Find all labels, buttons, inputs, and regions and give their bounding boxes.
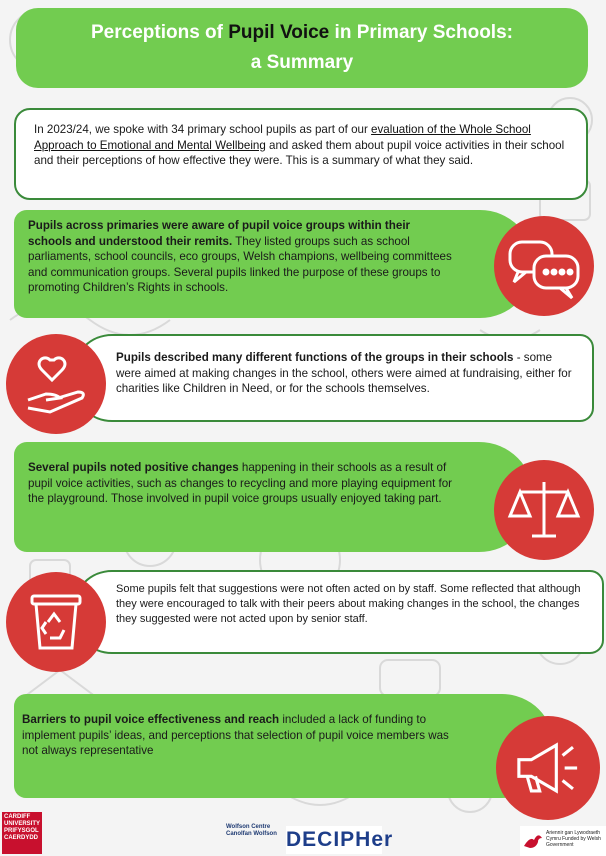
section-2-bold: Pupils described many different functions of the groups in their schools [116, 351, 514, 364]
section-positive-changes [14, 442, 534, 552]
wolfson-centre-logo [226, 824, 284, 838]
section-awareness [14, 210, 534, 318]
decipher-logo [286, 826, 394, 854]
welsh-government-logo [520, 826, 606, 856]
section-5-bold: Barriers to pupil voice effectiveness and reach [22, 713, 280, 726]
hand-heart-icon [6, 334, 106, 434]
section-functions [72, 334, 594, 422]
title-banner [16, 8, 588, 88]
gov-logo-text: Ariennir gan Lywodraeth Cymru Funded by Welsh Government [546, 830, 601, 848]
cardiff-university-logo [2, 812, 42, 854]
title-part3: in Primary Schools: [329, 22, 513, 43]
section-5-text: included a lack of funding to implement pupils’ ideas, and perceptions that selection of pupil voice members was not always representative [22, 713, 449, 757]
section-not-acted-on [72, 570, 604, 654]
cardiff-logo-text: CARDIFF UNIVERSITY PRIFYSGOL CAERDYDD [4, 814, 40, 841]
dragon-icon [522, 830, 544, 852]
intro-text-after: and asked them about pupil voice activities in their school and their perceptions of how effective they were. This is a summary of what they said. [34, 138, 565, 167]
speech-bubbles-icon [494, 216, 594, 316]
recycle-bin-icon [6, 572, 106, 672]
decipher-logo-text: DECIPHer [286, 828, 394, 851]
scales-icon [494, 460, 594, 560]
section-3-text: happening in their schools as a result of pupil voice activities, such as changes to recycling and more playing equipment for the playground. Those involved in pupil voice groups usually enjoyed taking part. [28, 461, 453, 505]
section-3-bold: Several pupils noted positive changes [28, 461, 239, 474]
section-2-text: - some were aimed at making changes in the school, others were aimed at fundraising, either for charities like Children in Need, or for the schools themselves. [116, 351, 572, 395]
intro-box [14, 108, 588, 200]
title-part1: Perceptions of [91, 22, 229, 43]
section-barriers [14, 694, 554, 798]
title-highlight: Pupil Voice [228, 22, 330, 43]
megaphone-icon [496, 716, 600, 820]
intro-text-before: In 2023/24, we spoke with 34 primary school pupils as part of our [34, 123, 372, 136]
wolfson-logo-text: Wolfson Centre Canolfan Wolfson [226, 824, 277, 837]
evaluation-link[interactable]: evaluation of the Whole School Approach to Emotional and Mental Wellbeing [34, 123, 531, 152]
title-line2: a Summary [250, 52, 354, 73]
section-4-text: Some pupils felt that suggestions were not often acted on by staff. Some reflected that although they were encouraged to talk with their peers about making changes in the school, the changes they suggested were not acted upon by senior staff. [116, 583, 581, 625]
section-1-bold: Pupils across primaries were aware of pupil voice groups within their schools and understood their remits. [28, 219, 411, 248]
section-1-text: They listed groups such as school parliaments, school councils, eco groups, Welsh champions, wellbeing committees and communication groups. Several pupils linked the purpose of these groups to promoting Children’s Rights in schools. [28, 234, 452, 294]
